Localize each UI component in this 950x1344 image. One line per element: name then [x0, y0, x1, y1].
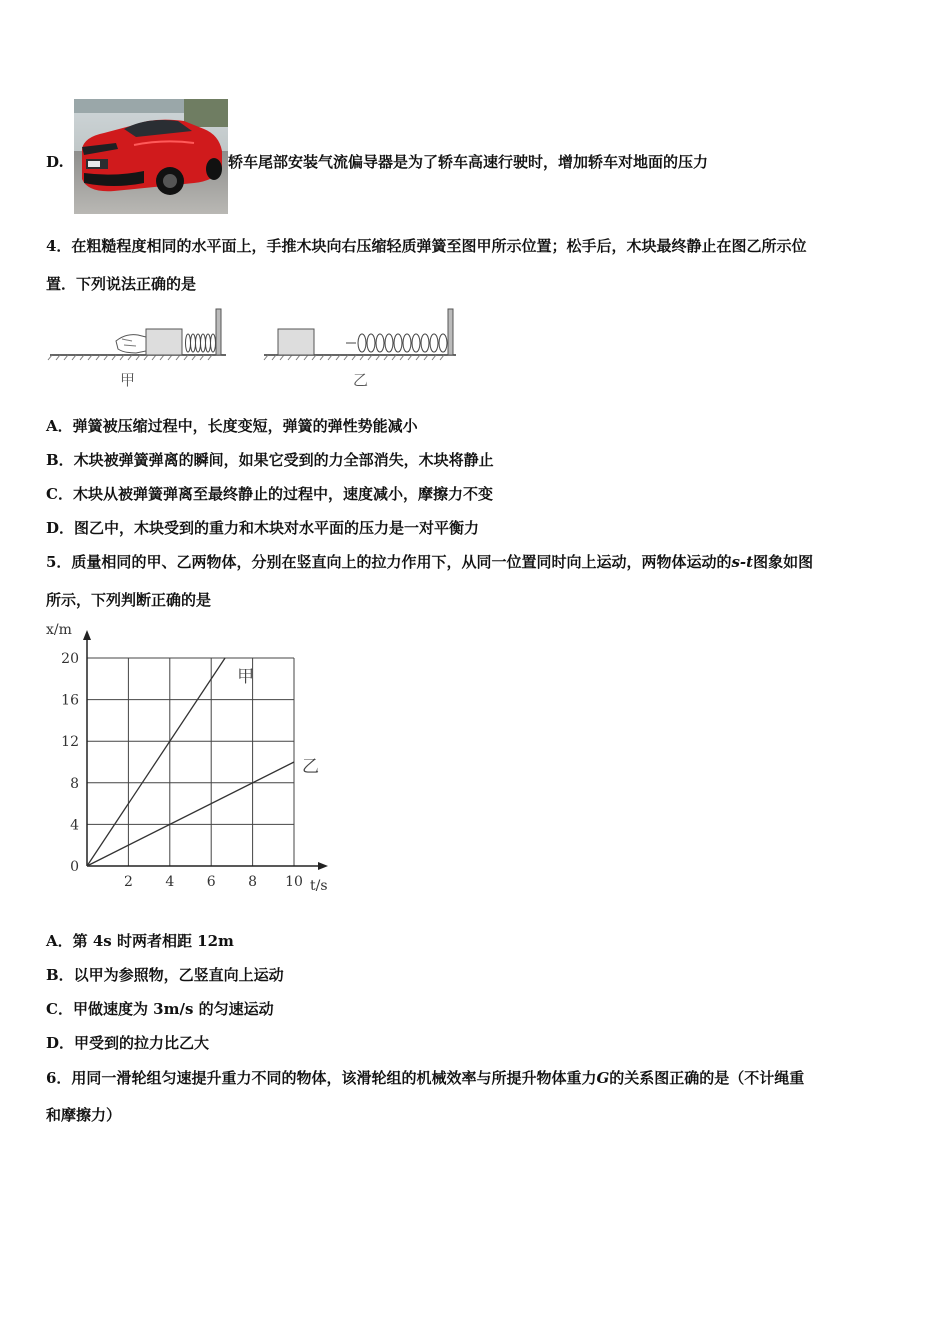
q4-option-b: B．木块被弹簧弹离的瞬间，如果它受到的力全部消失，木块将静止	[46, 451, 494, 469]
y-tick-label-3: 12	[61, 734, 79, 751]
y-axis-arrow	[83, 630, 91, 640]
q6-g-symbol: G	[596, 1069, 610, 1087]
x-axis-arrow	[318, 862, 328, 870]
q5-stem-part-b: 图象如图	[753, 553, 814, 571]
q5-option-d: D．甲受到的拉力比乙大	[46, 1034, 210, 1052]
q6-stem-line2: 和摩擦力）	[46, 1106, 122, 1124]
q5-stem-part-a: 5．质量相同的甲、乙两物体，分别在竖直向上的拉力作用下，从同一位置同时向上运动，两物体运动的	[46, 553, 732, 571]
x-tick-label-1: 4	[165, 874, 175, 890]
q5-st-symbol: s-t	[731, 553, 754, 571]
figure-label-jia: 甲	[120, 371, 136, 389]
x-tick-label-3: 8	[248, 874, 258, 890]
x-axis-label: t/s	[310, 878, 328, 894]
series-label-0: 甲	[237, 667, 255, 687]
q4-option-d: D．图乙中，木块受到的重力和木块对水平面的压力是一对平衡力	[46, 519, 480, 537]
series-label-1: 乙	[302, 757, 319, 777]
q4-stem-line1: 4．在粗糙程度相同的水平面上，手推木块向右压缩轻质弹簧至图甲所示位置；松手后，木块最终静止在图乙所示位	[46, 237, 807, 255]
q6-stem-part-b: 的关系图正确的是（不计绳重	[609, 1069, 805, 1087]
x-tick-label-0: 2	[123, 874, 133, 890]
series-line-0	[87, 658, 225, 866]
x-tick-label-2: 6	[206, 874, 216, 890]
y-tick-label-0: 0	[70, 859, 79, 875]
st-graph	[40, 618, 340, 898]
series-line-1	[87, 762, 294, 866]
car-photo-icon	[74, 99, 228, 214]
y-tick-label-2: 8	[70, 775, 79, 792]
q6-stem-line1	[46, 1068, 804, 1088]
y-tick-label-5: 20	[61, 651, 79, 667]
q3-option-d-text: 轿车尾部安装气流偏导器是为了轿车高速行驶时，增加轿车对地面的压力	[228, 153, 709, 171]
q4-option-c: C．木块从被弹簧弹离至最终静止的过程中，速度减小，摩擦力不变	[46, 485, 493, 503]
q6-stem-part-a: 6．用同一滑轮组匀速提升重力不同的物体，该滑轮组的机械效率与所提升物体重力	[46, 1069, 597, 1087]
st-graph-svg	[40, 618, 340, 898]
y-axis-label: x/m	[46, 622, 72, 638]
y-tick-label-1: 4	[70, 817, 79, 834]
spring-block-figure	[46, 305, 466, 397]
q5-stem-line2: 所示，下列判断正确的是	[46, 591, 212, 609]
q5-option-c: C．甲做速度为 3m/s 的匀速运动	[46, 1000, 274, 1018]
q3-option-d-label: D.	[46, 153, 64, 171]
figure-label-yi: 乙	[353, 371, 369, 389]
y-tick-label-4: 16	[61, 692, 79, 709]
x-tick-label-4: 10	[285, 874, 303, 890]
q5-stem-line1	[46, 552, 813, 572]
q4-option-a: A．弹簧被压缩过程中，长度变短，弹簧的弹性势能减小	[46, 417, 418, 435]
q4-stem-line2: 置．下列说法正确的是	[46, 275, 197, 293]
q5-option-b: B．以甲为参照物，乙竖直向上运动	[46, 966, 284, 984]
q5-option-a: A．第 4s 时两者相距 12m	[46, 932, 234, 950]
